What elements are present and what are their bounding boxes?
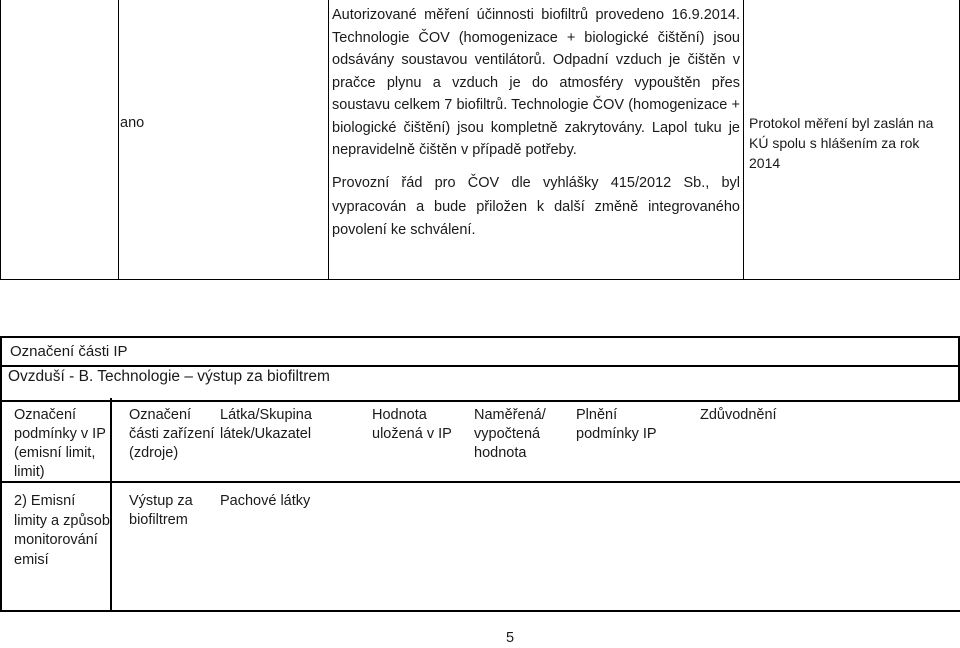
ip-title-row <box>2 338 958 367</box>
column-header: Hodnota uložená v IP <box>372 407 452 442</box>
column-header: Plnění podmínky IP <box>576 407 657 442</box>
column-divider <box>110 398 112 612</box>
description-paragraph: Autorizované měření účinnosti biofiltrů provedeno 16.9.2014. Technologie ČOV (homogenizace + biologické čištění) jsou odsávány soustavou ventilátorů. Odpadní vzduch je čištěn v pračce plynu a vzduch je do atmosféry vypouštěn přes soustavu celkem 7 biofiltrů. Technologie ČOV (homogenizace + biologické čištění) jsou kompletně zakrytovány. Lapol tuku je nepravidelně čištěn v případě potřeby. <box>332 7 740 158</box>
column-divider <box>118 0 119 279</box>
table-row-part: Výstup za biofiltrem <box>129 493 193 528</box>
conditions-table <box>0 398 960 612</box>
ip-title: Označení části IP <box>10 343 128 360</box>
table-row-substance: Pachové látky <box>220 493 311 509</box>
table-border-left <box>0 398 2 612</box>
ip-section-header <box>0 336 960 402</box>
note-cell: Protokol měření byl zaslán na KÚ spolu s hlášením za rok 2014 <box>749 115 934 171</box>
row-divider <box>0 610 960 612</box>
answer-cell: ano <box>120 115 145 131</box>
column-header: Zdůvodnění <box>700 407 777 423</box>
ip-subtitle: Ovzduší - B. Technologie – výstup za biofiltrem <box>8 368 330 385</box>
column-header: Látka/Skupina látek/Ukazatel <box>220 407 312 442</box>
description-paragraph-2: Provozní řád pro ČOV dle vyhlášky 415/2012 Sb., byl vypracován a bude přiložen k další změně integrovaného povolení ke schválení. <box>332 175 740 238</box>
top-table <box>0 0 960 280</box>
condition-text: 2) Emisní limity a způsob monitorování emisí <box>14 493 110 568</box>
column-header: Označení části zařízení (zdroje) <box>129 407 215 461</box>
column-divider <box>328 0 329 279</box>
column-header: Naměřená/ vypočtená hodnota <box>474 407 546 461</box>
column-header: Označení podmínky v IP (emisní limit, limit) <box>14 407 106 480</box>
table-row-condition <box>14 492 110 570</box>
row-divider <box>0 481 960 483</box>
page-number: 5 <box>505 630 515 646</box>
column-divider <box>743 0 744 279</box>
